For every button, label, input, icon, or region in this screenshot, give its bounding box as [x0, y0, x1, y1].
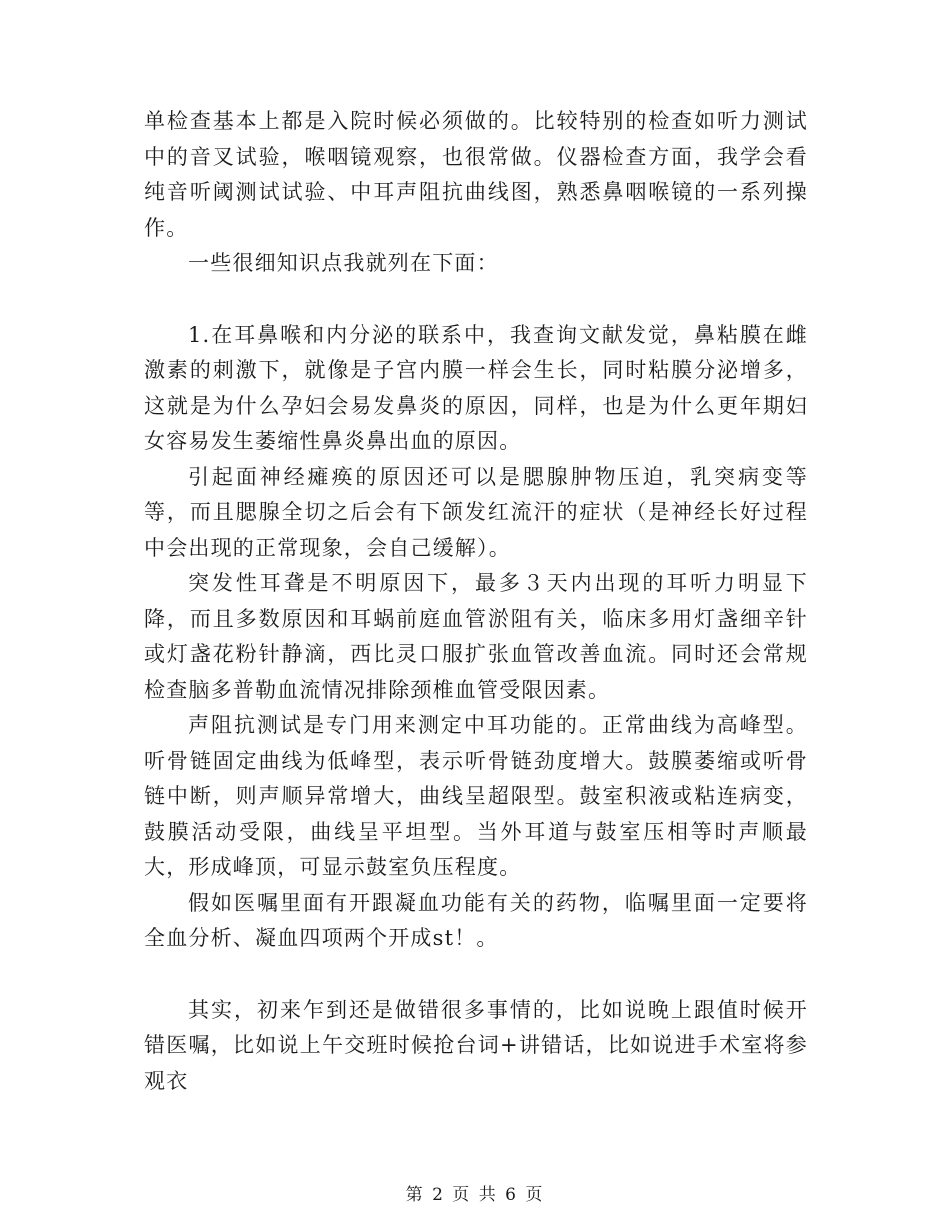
document-body [144, 104, 808, 1099]
blank-line [144, 957, 808, 993]
paragraph-8: 其实，初来乍到还是做错很多事情的，比如说晚上跟值时候开错医嘱，比如说上午交班时候抢台词+讲错话，比如说进手术室将参观衣 [144, 997, 808, 1093]
blank-line [144, 282, 808, 318]
paragraph-7: 假如医嘱里面有开跟凝血功能有关的药物，临嘱里面一定要将全血分析、凝血四项两个开成st！。 [144, 890, 808, 950]
paragraph-2: 一些很细知识点我就列在下面： [188, 251, 499, 275]
paragraph-6: 声阻抗测试是专门用来测定中耳功能的。正常曲线为高峰型。听骨链固定曲线为低峰型，表示听骨链劲度增大。鼓膜萎缩或听骨链中断，则声顺异常增大，曲线呈超限型。鼓室积液或粘连病变，鼓膜活动受限，曲线呈平坦型。当外耳道与鼓室压相等时声顺最大，形成峰顶，可显示鼓室负压程度。 [144, 713, 808, 879]
paragraph-4: 引起面神经瘫痪的原因还可以是腮腺肿物压迫，乳突病变等等，而且腮腺全切之后会有下颌发红流汗的症状（是神经长好过程中会出现的正常现象，会自己缓解）。 [144, 464, 808, 560]
paragraph-1: 单检查基本上都是入院时候必须做的。比较特别的检查如听力测试中的音叉试验，喉咽镜观察，也很常做。仪器检查方面，我学会看纯音听阈测试试验、中耳声阻抗曲线图，熟悉鼻咽喉镜的一系列操作。 [144, 109, 808, 240]
page-number-footer: 第 2 页 共 6 页 [405, 1185, 545, 1205]
paragraph-3: 1.在耳鼻喉和内分泌的联系中，我查询文献发觉，鼻粘膜在雌激素的刺激下，就像是子宫内膜一样会生长，同时粘膜分泌增多，这就是为什么孕妇会易发鼻炎的原因，同样，也是为什么更年期妇女容易发生萎缩性鼻炎鼻出血的原因。 [144, 322, 808, 453]
paragraph-5: 突发性耳聋是不明原因下，最多３天内出现的耳听力明显下降，而且多数原因和耳蜗前庭血管淤阻有关，临床多用灯盏细辛针或灯盏花粉针静滴，西比灵口服扩张血管改善血流。同时还会常规检查脑多普勒血流情况排除颈椎血管受限因素。 [144, 571, 808, 702]
